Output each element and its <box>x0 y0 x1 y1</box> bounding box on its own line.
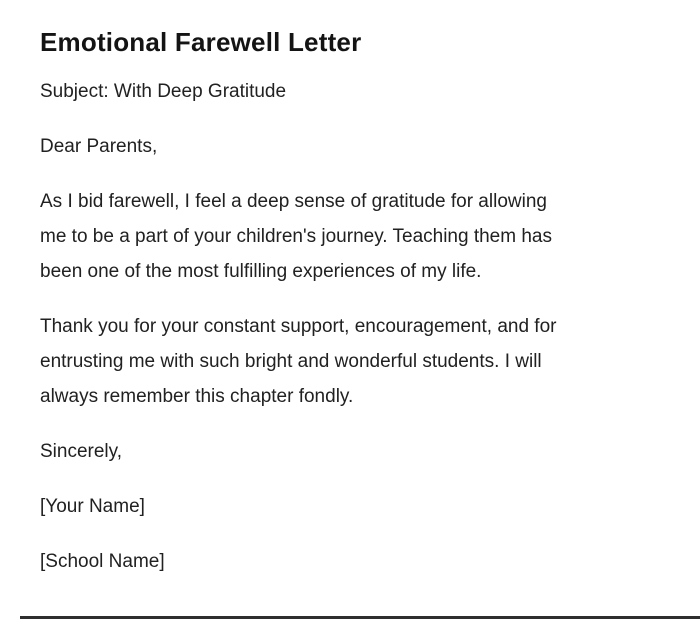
paragraph-line: As I bid farewell, I feel a deep sense of gratitude for allowing <box>40 191 547 212</box>
paragraph-1 <box>40 184 636 289</box>
paragraph-line: been one of the most fulfilling experiences of my life. <box>40 261 482 282</box>
closing: Sincerely, <box>40 441 123 462</box>
paragraph-line: Thank you for your constant support, encouragement, and for <box>40 316 557 337</box>
salutation: Dear Parents, <box>40 136 158 157</box>
paragraph-line: entrusting me with such bright and wonderful students. I will <box>40 351 542 372</box>
signature-school: [School Name] <box>40 551 165 572</box>
subject-line: Subject: With Deep Gratitude <box>40 81 287 102</box>
signature-name: [Your Name] <box>40 496 145 517</box>
page-title: Emotional Farewell Letter <box>40 27 362 57</box>
paragraph-line: always remember this chapter fondly. <box>40 386 354 407</box>
paragraph-2 <box>40 309 636 414</box>
cropped-section-divider <box>20 616 700 619</box>
paragraph-line: me to be a part of your children's journey. Teaching them has <box>40 226 552 247</box>
